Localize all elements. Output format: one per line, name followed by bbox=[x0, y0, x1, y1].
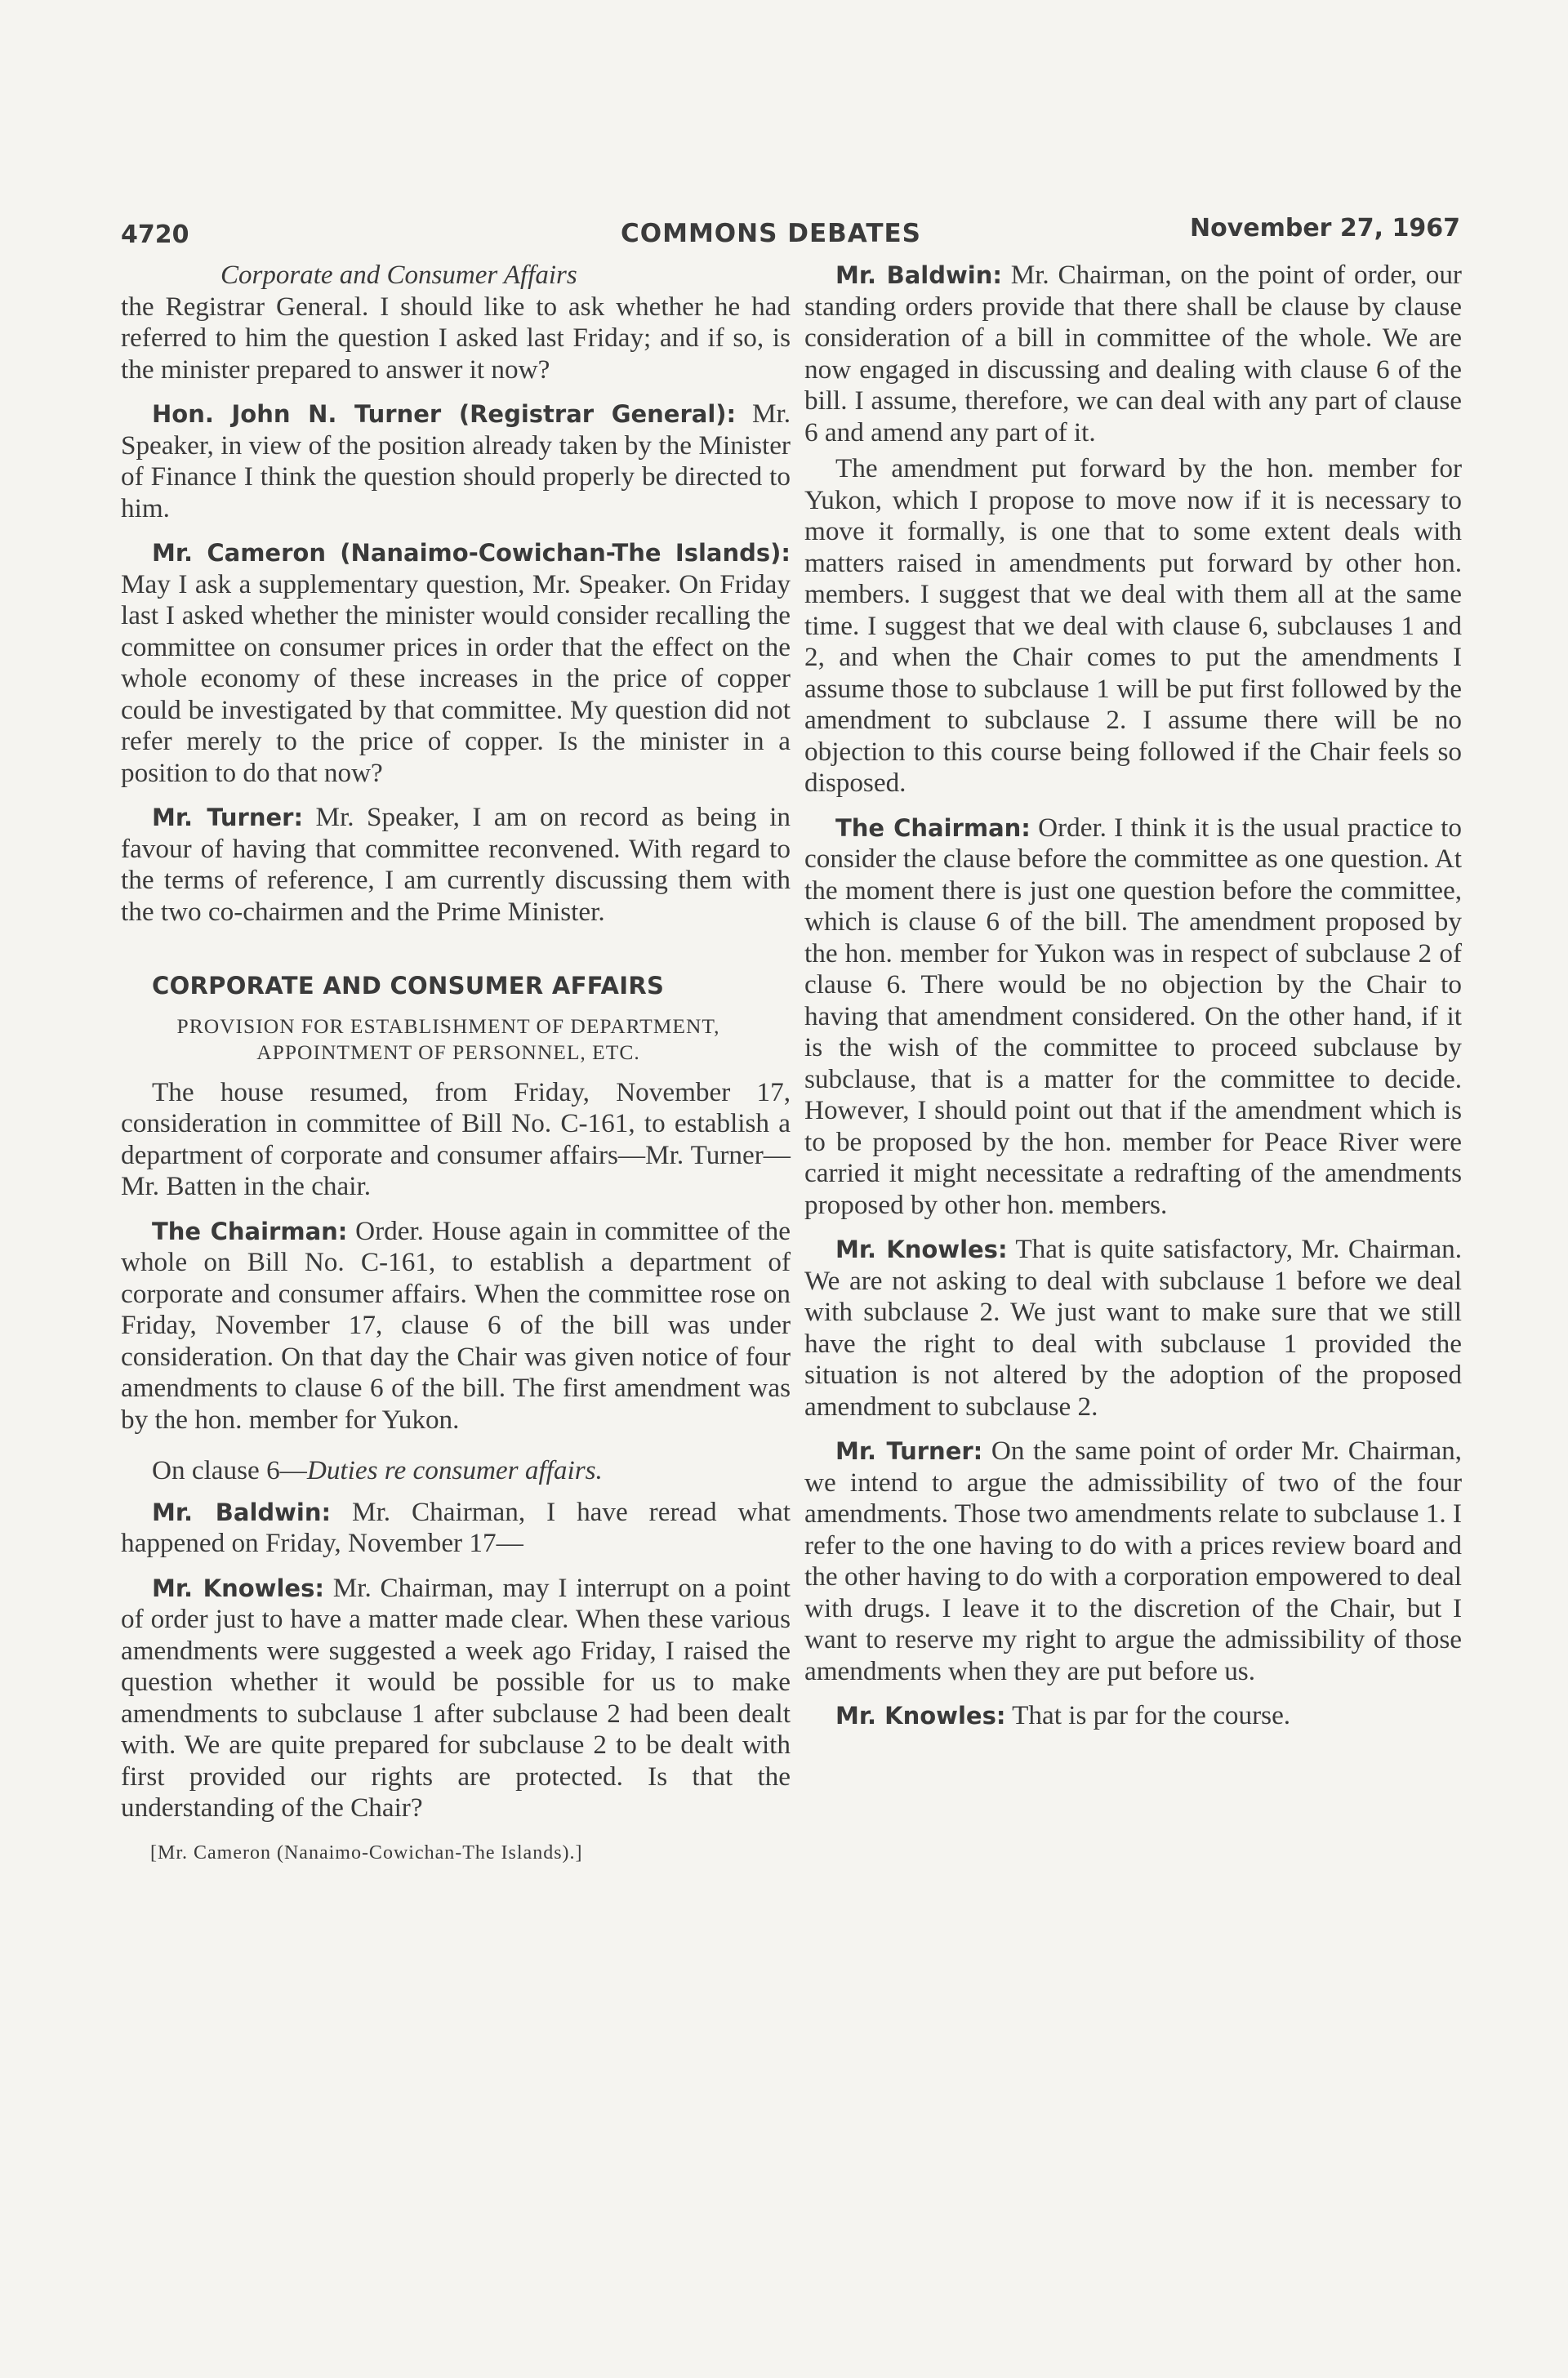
page-header bbox=[121, 214, 1460, 250]
speaker-name: Mr. Knowles: bbox=[835, 1702, 1006, 1730]
paragraph-text: the Registrar General. I should like to ask whether he had referred to him the question I asked last Friday; and if so, is the minister prepared to answer it now? bbox=[121, 291, 791, 385]
paragraph-text: The house resumed, from Friday, November 17, consideration in committee of Bill No. C-161, to establish a department of corporate and consumer affairs—Mr. Turner—Mr. Batten in the chair. bbox=[121, 1076, 791, 1201]
speech-paragraph bbox=[121, 1497, 791, 1560]
clause-heading bbox=[121, 1455, 791, 1487]
clause-title: Duties re consumer affairs. bbox=[306, 1455, 603, 1485]
speaker-name: Mr. Knowles: bbox=[835, 1236, 1008, 1263]
speech-text: That is par for the course. bbox=[1005, 1700, 1291, 1730]
speech-paragraph bbox=[804, 1234, 1462, 1423]
speaker-name: Mr. Knowles: bbox=[152, 1574, 324, 1602]
speech-text: Mr. Chairman, I have reread what happened on Friday, November 17— bbox=[121, 1496, 791, 1558]
paragraph-text: The amendment put forward by the hon. member for Yukon, which I propose to move now if it is necessary to move it formally, is one that to some extent deals with matters raised in amendments put forward by other hon. members. I suggest that we deal with them all at the same time. I suggest that we deal with clause 6, subclauses 1 and 2, and when the Chair comes to put the amendments I assume those to subclause 1 will be put first followed by the amendment to subclause 2. I assume there will be no objection to this course being followed if the Chair feels so disposed. bbox=[804, 453, 1462, 798]
speech-paragraph bbox=[121, 399, 791, 524]
speech-text: Mr. Chairman, on the point of order, our standing orders provide that there shall be clause by clause consideration of a bill in committee of the whole. We are now engaged in discussing and dealing with clause 6 of the bill. I assume, therefore, we can deal with any part of clause 6 and amend any part of it. bbox=[804, 260, 1462, 448]
speech-paragraph bbox=[804, 1436, 1462, 1687]
speaker-name: Mr. Baldwin: bbox=[152, 1498, 332, 1526]
footnote: [Mr. Cameron (Nanaimo-Cowichan-The Islands).] bbox=[150, 1841, 583, 1864]
running-head: Corporate and Consumer Affairs bbox=[220, 261, 577, 290]
speaker-name: Mr. Turner: bbox=[152, 804, 304, 831]
speaker-name: Mr. Baldwin: bbox=[835, 261, 1002, 289]
speech-paragraph bbox=[804, 1700, 1462, 1732]
speech-paragraph bbox=[804, 260, 1462, 448]
speech-paragraph bbox=[121, 537, 791, 789]
right-column bbox=[804, 260, 1462, 1745]
left-column bbox=[121, 260, 791, 1868]
speech-paragraph bbox=[121, 1573, 791, 1824]
paragraph bbox=[121, 1077, 791, 1203]
speech-paragraph bbox=[121, 802, 791, 928]
speaker-name: The Chairman: bbox=[152, 1217, 348, 1245]
speech-text: Order. I think it is the usual practice to consider the clause before the committee as one question. At the moment there is just one question before the committee, which is clause 6 of the bill. The amendment proposed by the hon. member for Yukon was in respect of subclause 2 of clause 6. There would be no objection by the Chair to having that amendment considered. On the other hand, if it is the wish of the committee to proceed subclause by subclause, that is a matter for the committee to decide. However, I should point out that if the amendment which is to be proposed by the hon. member for Peace River were carried it might necessitate a redrafting of the amendments proposed by other hon. members. bbox=[804, 812, 1462, 1220]
page-number: 4720 bbox=[121, 220, 189, 249]
speech-text: Mr. Chairman, may I interrupt on a point of order just to have a matter made clear. When these various amendments were suggested a week ago Friday, I raised the question whether it would be possible for us to make amendments to subclause 1 after subclause 2 had been dealt with. We are quite prepared for subclause 2 to be dealt with first provided our rights are protected. Is that the understanding of the Chair? bbox=[121, 1572, 791, 1823]
speech-text: On the same point of order Mr. Chairman, we intend to argue the admissibility of two of the four amendments. Those two amendments relate to subclause 1. I refer to the one having to do with a prices review board and the other having to do with a corporation empowered to deal with drugs. I leave it to the discretion of the Chair, but I want to reserve my right to argue the admissibility of those amendments when they are put before us. bbox=[804, 1436, 1462, 1686]
section-subhead: PROVISION FOR ESTABLISHMENT OF DEPARTMENT, APPOINTMENT OF PERSONNEL, ETC. bbox=[176, 1013, 720, 1064]
speech-text: Mr. Speaker, in view of the position already taken by the Minister of Finance I think the question should properly be directed to him. bbox=[121, 399, 791, 523]
speech-text: Mr. Speaker, I am on record as being in favour of having that committee reconvened. With regard to the terms of reference, I am currently discussing them with the two co-chairmen and the Prime Minister. bbox=[121, 802, 791, 927]
page-date: November 27, 1967 bbox=[1189, 214, 1460, 243]
paragraph bbox=[804, 453, 1462, 799]
speaker-name: Mr. Cameron (Nanaimo-Cowichan-The Islands): bbox=[152, 539, 791, 567]
speech-paragraph bbox=[804, 813, 1462, 1222]
speech-text: May I ask a supplementary question, Mr. Speaker. On Friday last I asked whether the minister would consider recalling the committee on consumer prices in order that the effect on the whole economy of these increases in the price of copper could be investigated by that committee. My question did not refer merely to the price of copper. Is the minister in a position to do that now? bbox=[121, 568, 791, 788]
paragraph bbox=[121, 292, 791, 386]
speech-paragraph bbox=[121, 1216, 791, 1436]
section-title: CORPORATE AND CONSUMER AFFAIRS bbox=[152, 972, 665, 1000]
speaker-name: Mr. Turner: bbox=[835, 1437, 983, 1465]
clause-prefix: On clause 6— bbox=[152, 1455, 307, 1485]
publication-title: COMMONS DEBATES bbox=[621, 219, 921, 248]
speech-text: Order. House again in committee of the whole on Bill No. C-161, to establish a department of corporate and consumer affairs. When the committee rose on Friday, November 17, clause 6 of the bill was under consideration. On that day the Chair was given notice of four amendments to clause 6 of the bill. The first amendment was by the hon. member for Yukon. bbox=[121, 1215, 791, 1435]
speaker-name: The Chairman: bbox=[835, 813, 1031, 842]
speaker-name: Hon. John N. Turner (Registrar General): bbox=[152, 400, 737, 428]
speech-text: That is quite satisfactory, Mr. Chairman. We are not asking to deal with subclause 1 before we deal with subclause 2. We just want to make sure that we still have the right to deal with subclause 1 provided the situation is not altered by the adoption of the proposed amendment to subclause 2. bbox=[804, 1234, 1462, 1422]
